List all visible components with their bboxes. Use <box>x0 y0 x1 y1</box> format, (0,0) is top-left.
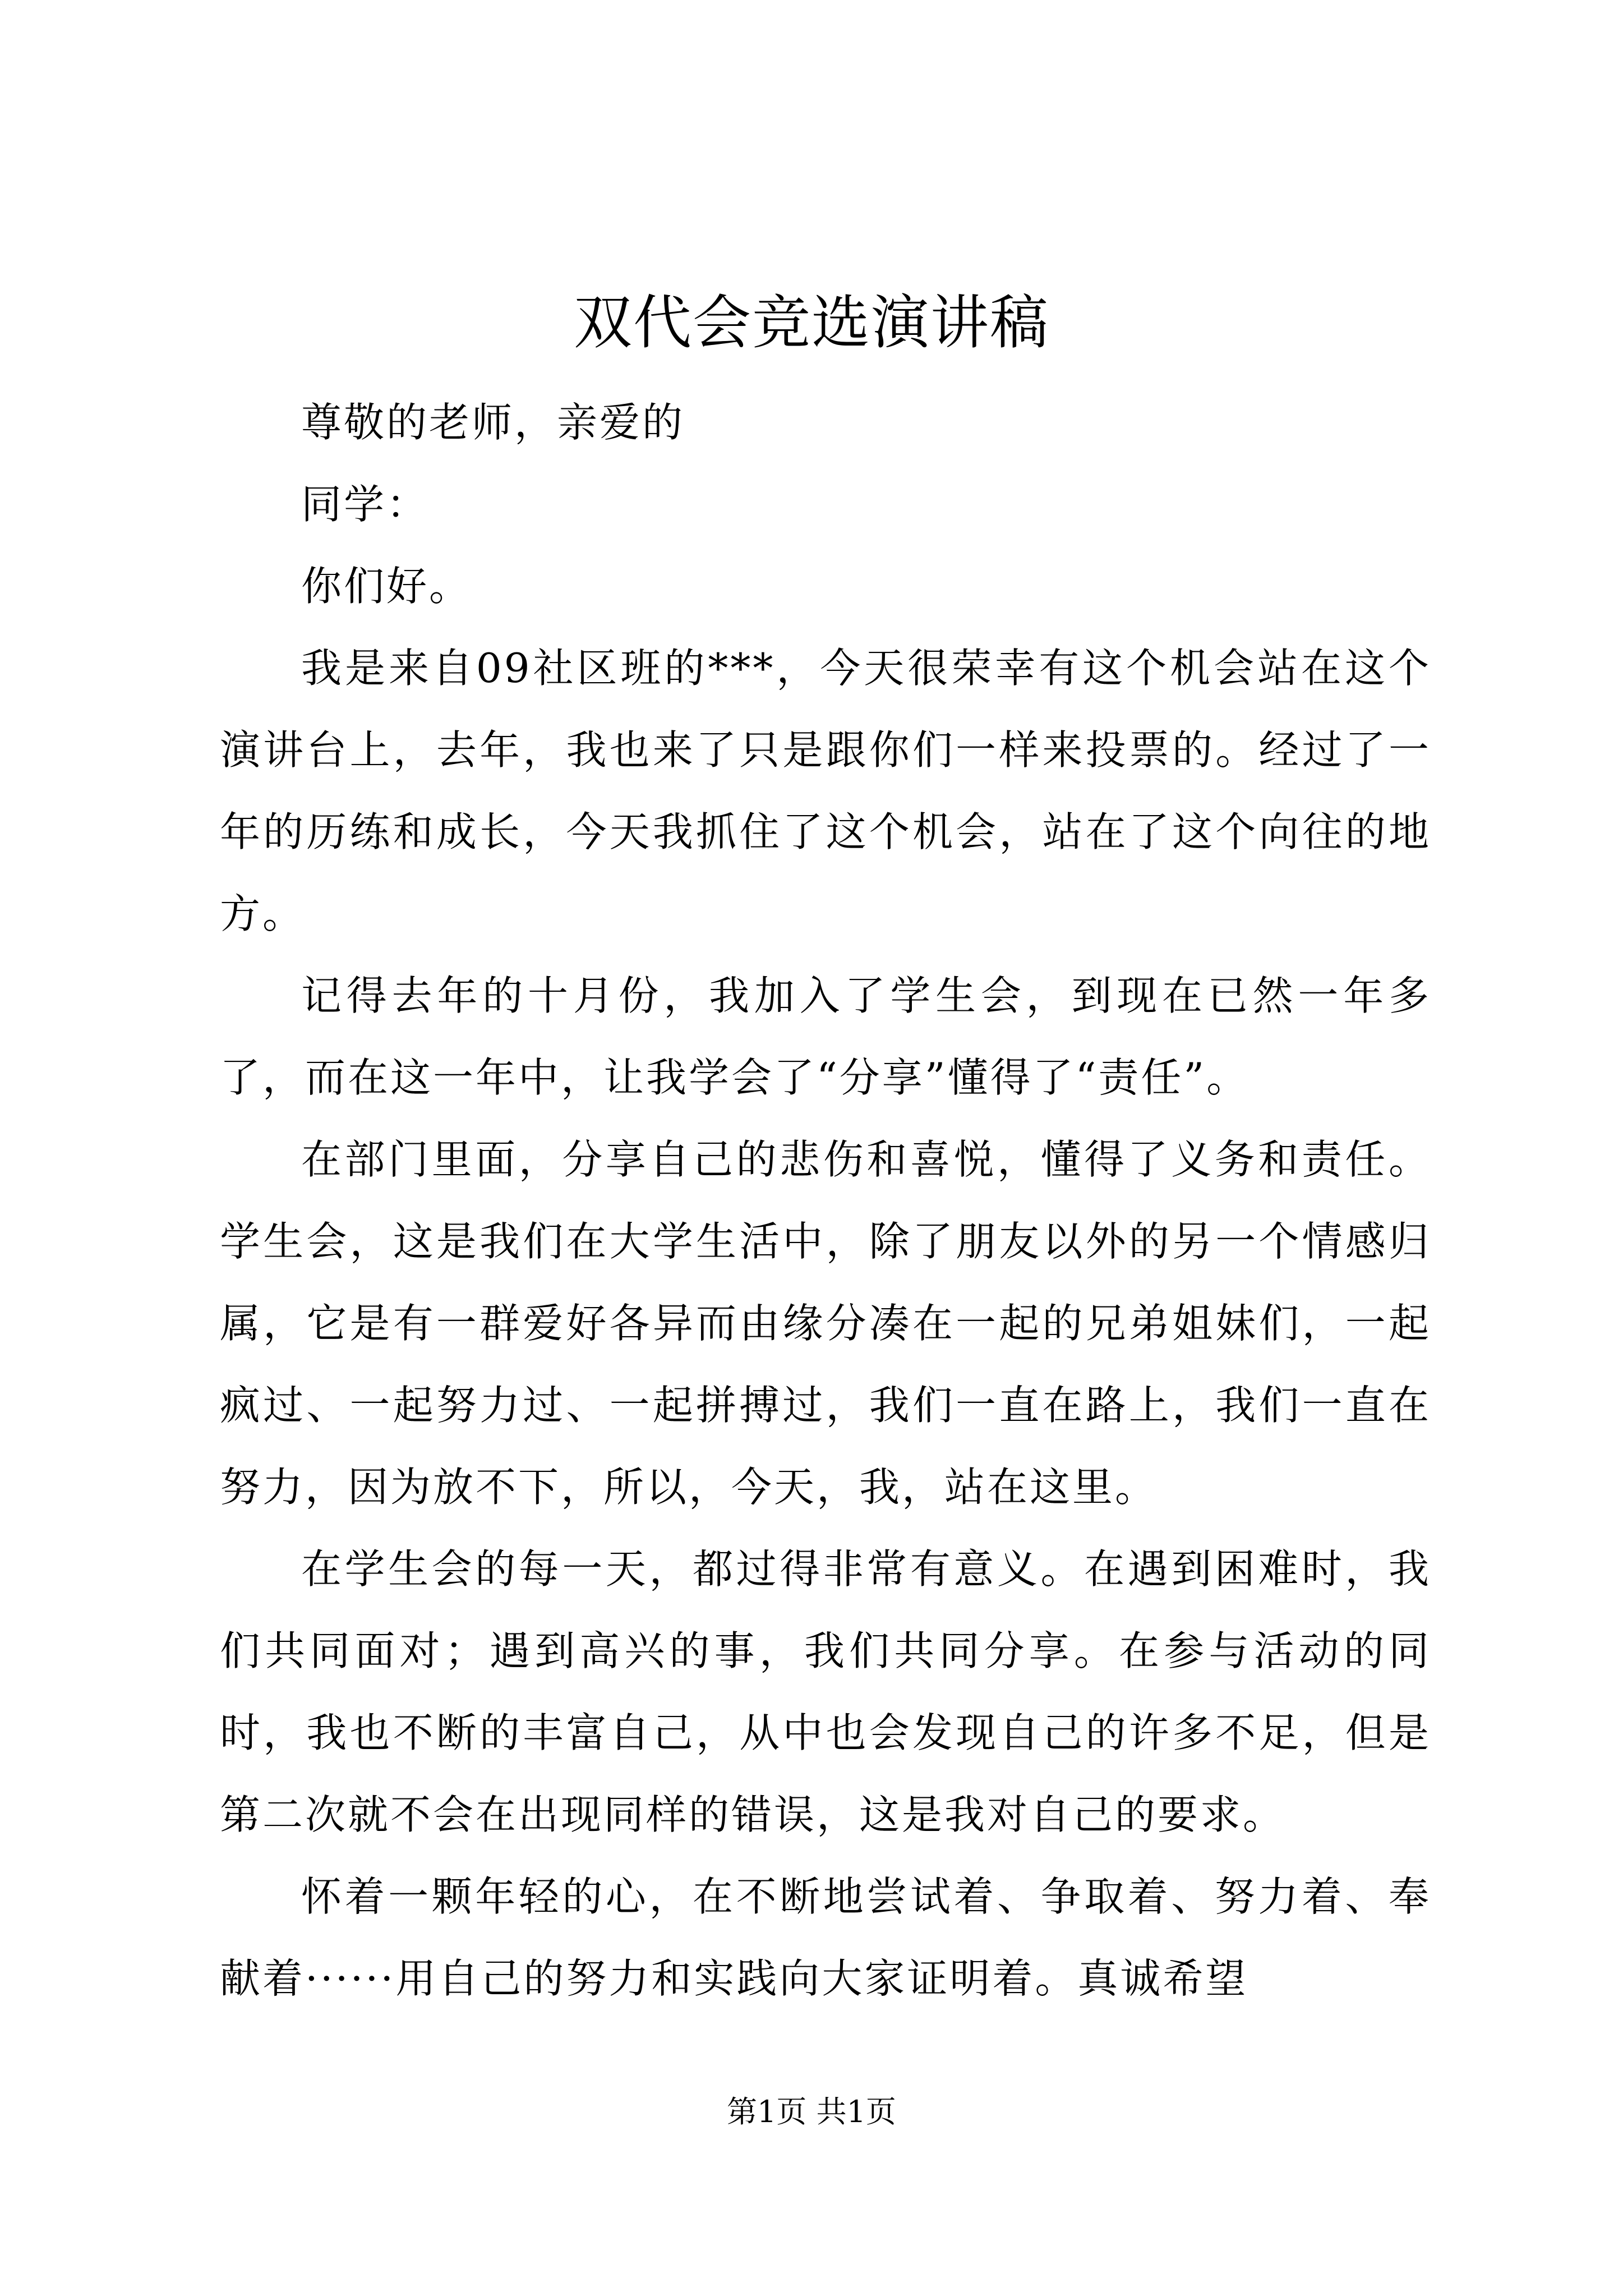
paragraph: 怀着一颗年轻的心，在不断地尝试着、争取着、努力着、奉献着······用自己的努力和实践向大家证明着。真诚希望 <box>220 1873 1431 2002</box>
document-body <box>220 381 1431 2019</box>
paragraph-salutation-cont: 同学： <box>301 481 430 528</box>
page-footer: 第1页 共1页 <box>727 2094 896 2129</box>
paragraph-salutation: 尊敬的老师，亲爱的 <box>301 399 685 446</box>
paragraph: 在部门里面，分享自己的悲伤和喜悦，懂得了义务和责任。学生会，这是我们在大学生活中，除了朋友以外的另一个情感归属，它是有一群爱好各异而由缘分凑在一起的兄弟姐妹们，一起疯过、一起努力过、一起拼搏过，我们一直在路上，我们一直在努力，因为放不下，所以，今天，我，站在这里。 <box>220 1136 1431 1511</box>
paragraph: 记得去年的十月份，我加入了学生会，到现在已然一年多了，而在这一年中，让我学会了“分享”懂得了“责任”。 <box>220 972 1431 1101</box>
paragraph-greeting: 你们好。 <box>301 563 472 610</box>
paragraph: 在学生会的每一天，都过得非常有意义。在遇到困难时，我们共同面对；遇到高兴的事，我们共同分享。在参与活动的同时，我也不断的丰富自己，从中也会发现自己的许多不足，但是第二次就不会在出现同样的错误，这是我对自己的要求。 <box>220 1545 1431 1838</box>
paragraph: 我是来自09社区班的***，今天很荣幸有这个机会站在这个演讲台上，去年，我也来了只是跟你们一样来投票的。经过了一年的历练和成长，今天我抓住了这个机会，站在了这个向往的地方。 <box>220 645 1431 937</box>
document-title: 双代会竞选演讲稿 <box>573 288 1049 357</box>
